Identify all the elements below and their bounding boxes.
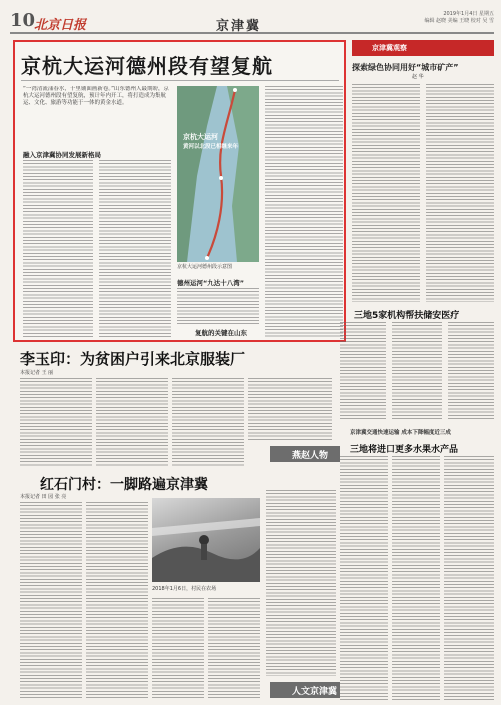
story-5-title: 三地将进口更多水果水产品: [350, 445, 459, 455]
story-2-body-2: [96, 378, 168, 466]
subhead-key: 复航的关键在山东: [195, 329, 247, 337]
story-3-body-2: [392, 322, 442, 420]
lead-story-frame: [13, 40, 346, 342]
lead-story-title: 京杭大运河德州段有望复航: [21, 54, 273, 78]
issue-meta: [424, 11, 494, 25]
story-2-body-3: [172, 378, 244, 466]
story-5-body-1: [340, 456, 388, 700]
culture-banner-label: 人文京津冀: [292, 686, 338, 697]
title-rule: [21, 80, 339, 81]
photo-graphic: [152, 498, 260, 582]
page-number: 10: [10, 10, 36, 31]
right-column-byline: 赵 华: [412, 74, 424, 80]
story-5-body-3: [444, 456, 494, 700]
body-text-col-3: [177, 288, 259, 324]
story-5-body-2: [392, 456, 440, 700]
observation-tag-label: 京津冀观察: [372, 44, 407, 52]
people-banner-label: 燕赵人物: [292, 450, 329, 461]
story-4-body-3: [152, 598, 204, 700]
story-2-title: 李玉印：为贫困户引来北京服装厂: [20, 350, 246, 368]
story-4-body-4: [208, 598, 260, 700]
right-column-body-1: [352, 84, 420, 302]
map-caption: 京杭大运河德州段示意图: [177, 264, 233, 270]
culture-banner: [270, 682, 340, 698]
lead-intro: “一湾清流漾春水，十里铺面画新卷。”山东德州人最期盼，京杭大运河德州段有望复航，预计年内开工，将打造成为集航运、文化、旅游等功能于一体的黄金水道。: [23, 86, 169, 106]
body-text-col-2: [99, 160, 171, 338]
story-3-title: 三地5家机构帮扶储安医疗: [354, 311, 460, 321]
editor-line: 编辑 赵晓 美编 王晓 校对 吴 雪: [424, 18, 494, 24]
story-3-body-3: [448, 322, 494, 420]
story-4-byline: 本报记者 田 园 张 亮: [20, 494, 67, 500]
canal-map-graphic: [177, 86, 259, 262]
observation-tag: [352, 40, 494, 56]
story-2-body-1: [20, 378, 92, 466]
right-column-body-2: [426, 84, 494, 302]
story-2-byline: 本报记者 王 丽: [20, 370, 54, 376]
body-text-col-4: [265, 86, 343, 338]
story-5-kicker: 京津冀交通快速运输 成本下降幅度近三成: [350, 430, 451, 436]
right-column-title: 探索绿色协同用好“城市矿产”: [352, 63, 459, 72]
story-4-body-5: [266, 490, 336, 676]
people-banner: [270, 446, 340, 462]
story-4-body-2: [86, 502, 148, 700]
newspaper-logo: 北京日报: [34, 18, 87, 33]
story-3-body-1: [340, 322, 386, 420]
story-4-body-1: [20, 502, 82, 700]
map-subtitle: 黄河以北段已相继来年: [183, 144, 239, 150]
story-2-body-4: [248, 378, 332, 442]
map-title: 京杭大运河: [183, 133, 218, 141]
story-4-title: 红石门村：一脚路遍京津冀: [40, 477, 208, 493]
canal-map: [177, 86, 259, 262]
masthead: [10, 8, 494, 34]
body-text-col-1: [23, 160, 93, 338]
subhead-integration: 融入京津冀协同发展新格局: [23, 151, 101, 159]
subhead-nine-bends: 德州运河“九达十八湾”: [177, 279, 245, 287]
date-line: 2019年1月4日 星期五: [443, 11, 494, 17]
section-title: 京津冀: [216, 19, 262, 34]
right-column: [352, 40, 494, 302]
photo-caption: 2018年1月6日，村民在农场: [152, 586, 217, 592]
story-4-photo: [152, 498, 260, 582]
